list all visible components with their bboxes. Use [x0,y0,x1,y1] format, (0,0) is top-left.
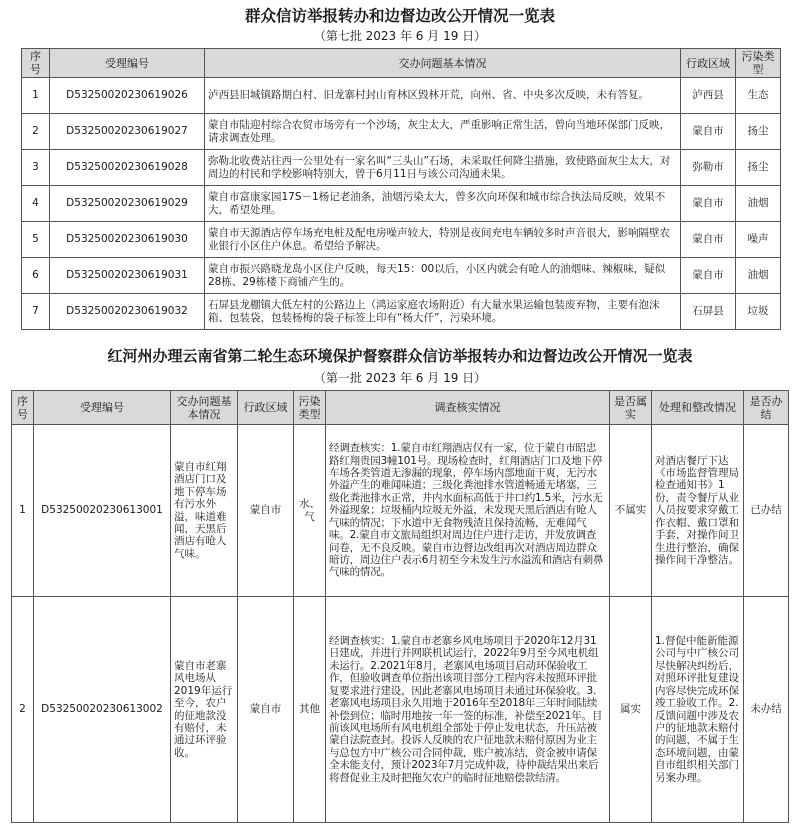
header-seq: 序号 [22,49,50,78]
table2-title: 红河州办理云南省第二轮生态环境保护督察群众信访举报转办和边督边改公开情况一览表 [107,347,693,365]
cell-region: 蒙自市 [681,222,736,258]
cell-id: D53250020230619031 [50,258,205,294]
cell-seq: 6 [22,258,50,294]
header-seq: 序号 [12,391,34,425]
header-region: 行政区域 [681,49,736,78]
cell-id: D53250020230613001 [34,425,171,597]
cell-id: D53250020230619026 [50,78,205,114]
cell-investigation: 经调查核实：1.蒙自市红翔酒店仅有一家，位于蒙自市昭忠路红翔贵园3幢101号。现场检查时，红翔酒店门口及地下停车场各类管道无渗漏的现象，停车场内部地面干爽，无污水外溢产生的难闻味道；三级化粪池排水管道畅通无堵塞，三级化粪池排水正常，井内水面标高低于井口约1.5米，污水无外溢现象；垃圾桶内垃圾无外溢，未发现天黑后酒店有呛人气味的情况；下水道中无食物残渣且保持流畅，无难闻气味。2.蒙自市文旅局组织对周边住户进行走访，并发放调查问卷，无不良反映。蒙自市边督边改组再次对酒店周边群众暗访，周边住户表示6月初至今未发生污水溢流和酒店有刺鼻气味的情况。 [326,425,610,597]
header-issue: 交办问题基本情况 [171,391,238,425]
cell-verified: 属实 [610,597,652,823]
table-row [22,258,781,294]
table-row [22,114,781,150]
cell-issue: 蒙自市红翔酒店门口及地下停车场有污水外溢，味道难闻，天黑后酒店有呛人气味。 [171,425,238,597]
cell-type: 油烟 [736,258,781,294]
cell-issue: 泸西县旧城镇路期白村、旧龙寨村封山育林区毁林开荒，向州、省、中央多次反映，未有答复。 [205,78,681,114]
cell-issue: 蒙自市陆迎村综合农贸市场旁有一个沙场，灰尘太大，严重影响正常生活，曾向当地环保部门反映，请求调查处理。 [205,114,681,150]
cell-region: 蒙自市 [681,258,736,294]
cell-verified: 不属实 [610,425,652,597]
header-closed: 是否办结 [744,391,789,425]
table-row [22,294,781,330]
table1-subtitle: （第七批 2023 年 6 月 19 日） [313,29,487,43]
cell-region: 泸西县 [681,78,736,114]
table2 [11,390,789,823]
cell-region: 蒙自市 [238,597,294,823]
header-id: 受理编号 [34,391,171,425]
cell-region: 弥勒市 [681,150,736,186]
cell-region: 蒙自市 [681,114,736,150]
header-issue: 交办问题基本情况 [205,49,681,78]
table-row [22,186,781,222]
header-type: 污染类型 [294,391,326,425]
cell-issue: 弥勒北收费站往西一公里处有一家名叫“三头山”石场，未采取任何降尘措施，致使路面灰尘太大，对周边的村民和学校影响特别大，曾于6月11日与该公司沟通未果。 [205,150,681,186]
table-row [12,597,789,823]
cell-issue: 蒙自市天源酒店停车场充电桩及配电房噪声较大，特别是夜间充电车辆较多时声音很大，影响隔壁农业银行小区住户休息。希望给予解决。 [205,222,681,258]
cell-type: 垃圾 [736,294,781,330]
cell-type: 扬尘 [736,150,781,186]
cell-type: 油烟 [736,186,781,222]
cell-id: D53250020230613002 [34,597,171,823]
cell-type: 噪声 [736,222,781,258]
cell-id: D53250020230619030 [50,222,205,258]
header-type: 污染类型 [736,49,781,78]
cell-handling: 1.督促中能新能源公司与中广核公司尽快解决纠纷后，对照环评批复建设内容尽快完成环保竣工验收工作。2.反馈问题中涉及农户的征地款未赔付的问题，不属于生态环境问题，由蒙自市组织相关部门另案办理。 [652,597,744,823]
table-row [22,222,781,258]
cell-type: 生态 [736,78,781,114]
cell-id: D53250020230619032 [50,294,205,330]
cell-id: D53250020230619028 [50,150,205,186]
table1 [21,48,781,330]
cell-seq: 2 [12,597,34,823]
header-region: 行政区域 [238,391,294,425]
cell-issue: 蒙自市富康家园17S－1杨记老油条，油烟污染太大，曾多次向环保和城市综合执法局反映，效果不大，希望处理。 [205,186,681,222]
cell-seq: 1 [22,78,50,114]
cell-region: 蒙自市 [238,425,294,597]
header-handling: 处理和整改情况 [652,391,744,425]
cell-region: 石屏县 [681,294,736,330]
table1-title: 群众信访举报转办和边督边改公开情况一览表 [244,7,555,25]
cell-seq: 1 [12,425,34,597]
cell-type: 水、气 [294,425,326,597]
cell-seq: 3 [22,150,50,186]
cell-seq: 7 [22,294,50,330]
table2-header-row [12,391,789,425]
table-row [22,150,781,186]
cell-closed: 已办结 [744,425,789,597]
header-investigation: 调查核实情况 [326,391,610,425]
table-row [12,425,789,597]
cell-type: 其他 [294,597,326,823]
cell-issue: 蒙自市老寨风电场从2019年运行至今，农户的征地款没有赔付，未通过环评验收。 [171,597,238,823]
table2-subtitle: （第一批 2023 年 6 月 19 日） [313,371,487,385]
cell-seq: 5 [22,222,50,258]
cell-investigation: 经调查核实：1.蒙自市老寨乡风电场项目于2020年12月31日建成，并进行并网联机试运行，2022年9月至今风电机组未运行。2.2021年8月，老寨风电场项目启动环保验收工作，但验收调查单位指出该项目部分工程内容未按照环评批复要求进行建设，因此老寨风电场项目未通过环保验收。3.老寨风电场项目永久用地于2016年至2018年三年时间陆续补偿到位；临时用地按一年一签的标准，补偿至2021年。目前该风电场所有风电机组全部处于停止发电状态，升压站被蒙自法院查封。投诉人反映的农户征地款未赔付原因为业主与总包方中广核公司合同仲裁，账户被冻结，资金被申请保全未能支付，预计2023年7月完成仲裁，待仲裁结果出来后将督促业主及时把拖欠农户的临时征地赔偿款结清。 [326,597,610,823]
cell-type: 扬尘 [736,114,781,150]
header-id: 受理编号 [50,49,205,78]
cell-id: D53250020230619027 [50,114,205,150]
cell-region: 蒙自市 [681,186,736,222]
cell-seq: 4 [22,186,50,222]
table1-header-row [22,49,781,78]
cell-issue: 蒙自市振兴路晓龙岛小区住户反映，每天15：00以后，小区内就会有呛人的油烟味、辣椒味，疑似28栋、29栋楼下商铺产生的。 [205,258,681,294]
cell-seq: 2 [22,114,50,150]
header-verified: 是否属实 [610,391,652,425]
cell-closed: 未办结 [744,597,789,823]
cell-issue: 石屏县龙棚镇大低左村的公路边上（鸿运家庭农场附近）有大量水果运输包装废弃物，主要有泡沫箱、包装袋，包装杨梅的袋子标签上印有“杨大仟”，污染环境。 [205,294,681,330]
cell-id: D53250020230619029 [50,186,205,222]
table-row [22,78,781,114]
cell-handling: 对酒店餐厅下达《市场监督管理局检查通知书》1份，责令餐厅从业人员按要求穿戴工作衣帽、戴口罩和手套，对操作间卫生进行整治，确保操作间干净整洁。 [652,425,744,597]
